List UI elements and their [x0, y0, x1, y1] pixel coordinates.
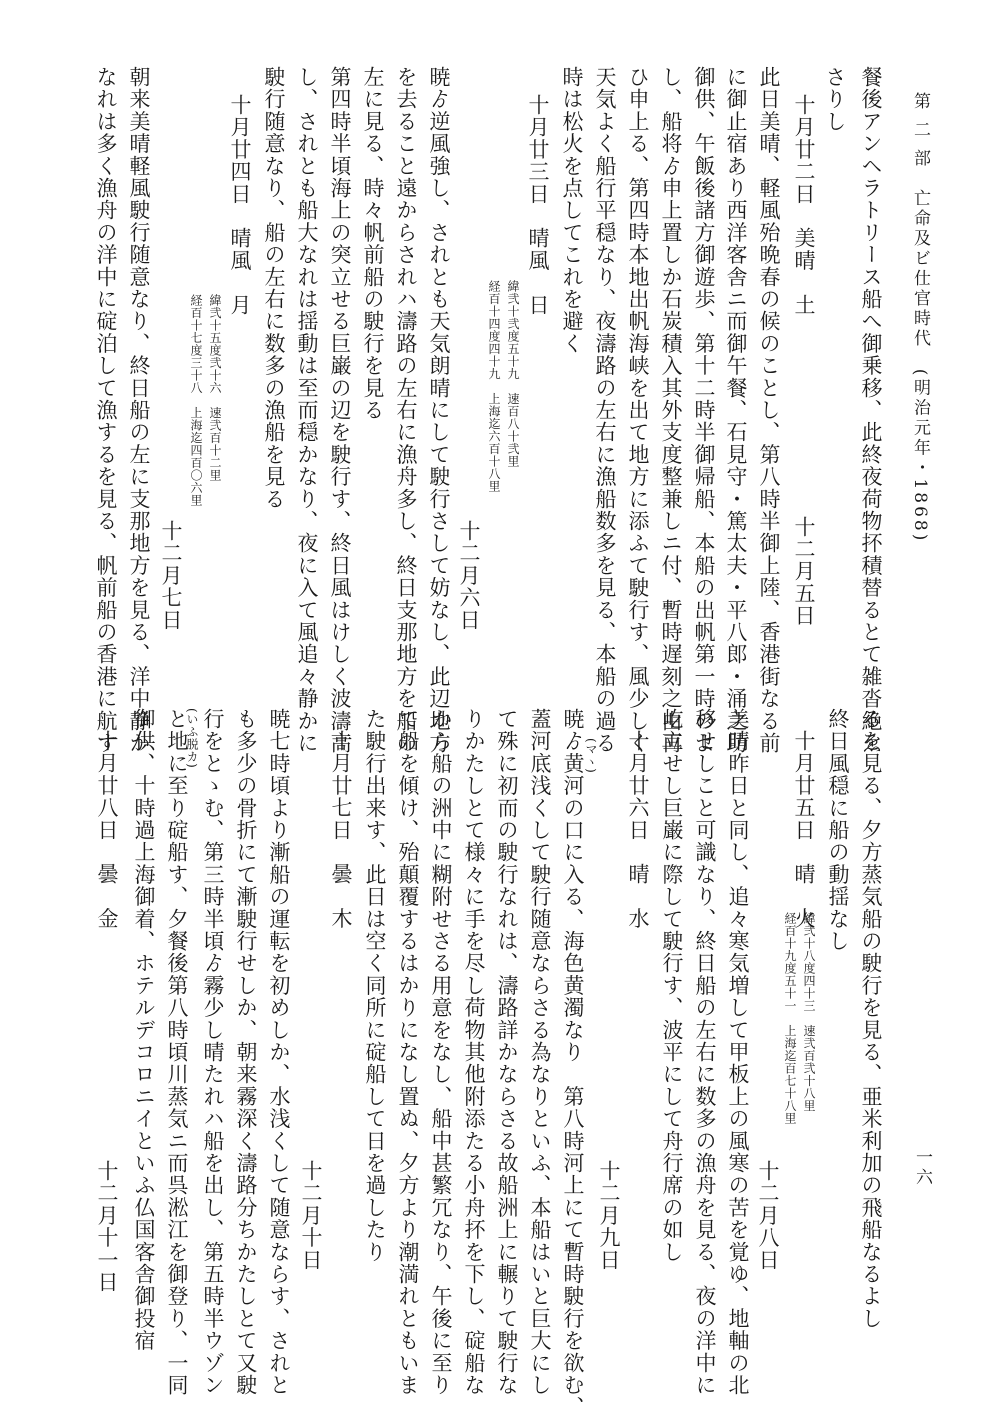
date-marker: 十二月八日	[756, 1160, 780, 1271]
date-marker: 十二月七日	[159, 520, 183, 631]
text-column: から船の洲中に糊附せさる用意をなし、船中甚繁冗なり、午後に至り	[429, 708, 453, 1397]
text-column: 天気よく船行平穏なり、夜濤路の左右に漁船数多を見る、本船の過る	[593, 66, 617, 755]
text-column: 御供、十時過上海御着、ホテルデコロニイといふ仏国客舎御投宿	[132, 708, 156, 1352]
text-column: 左に見る、時々帆前船の駛行を見る	[361, 66, 385, 422]
page-number: 一六	[912, 1148, 932, 1188]
text-column: 朝来美晴軽風駛行随意なり、終日船の左に支那地方を見る、洋中静か	[127, 66, 151, 755]
editorial-annotation: (いふ脱カ)	[185, 708, 199, 769]
diary-entry-heading: 十月廿八日 曇 金	[95, 730, 119, 930]
text-column: りかたしとて様々に手を尽し荷物其他附添たる小舟抔を下し、碇船な	[462, 708, 486, 1397]
date-marker: 十二月六日	[457, 520, 481, 631]
diary-entry-heading: 十月廿四日 晴風 月	[228, 94, 252, 316]
text-column: 屹立せし巨巌に際して駛行す、波平にして舟行席の如し	[660, 708, 684, 1263]
position-reading: 経百十七度三十八 上海迄四百〇六里	[189, 294, 203, 507]
position-reading: 経百十四度四十九 上海迄六百十八里	[487, 280, 501, 493]
text-column: 行をとゝむ、第三時半頃ゟ霧少し晴たれハ船を出し、第五時半ウゾン	[201, 708, 225, 1397]
diary-entry-heading: 十月廿七日 曇 木	[329, 730, 353, 930]
text-column: 第四時半頃海上の突立せる巨巌の辺を駛行す、終日風はけしく波濤高	[328, 66, 352, 755]
text-column: 暁七時頃より漸船の運転を初めしか、水浅くして随意ならす、されと	[267, 708, 291, 1397]
text-column: と地に至り碇船す、夕餐後第八時頃川蒸気ニ而呉淞江を御登り、一同	[165, 708, 189, 1397]
text-column: て船を傾け、殆顛覆するはかりになし置ぬ、夕方より潮満れともいま	[396, 708, 420, 1397]
position-reading: 緯弐十五度弐十六 速弐百十二里	[208, 294, 222, 482]
text-column: 暁ゟ黄河の口に入る、海色黄濁なり 第八時河上にて暫時駛行を欲む、	[561, 708, 585, 1418]
position-reading: 経百十九度五十一 上海迄百七十八里	[783, 912, 797, 1125]
editorial-annotation: (マヽ)	[584, 738, 598, 774]
text-column: し、されとも船大なれは揺動は至而穏かなり、夜に入て風追々静かに	[295, 66, 319, 755]
text-column: るを見る、夕方蒸気船の駛行を見る、亜米利加の飛船なるよし	[859, 708, 883, 1330]
text-column: 暁ゟ逆風強し、されとも天気朗晴にして駛行さして妨なし、此辺地方	[427, 66, 451, 755]
text-column: ひ申上る、第四時本地出帆海峡を出て地方に添ふて駛行す、風少しく	[626, 66, 650, 755]
text-column: 蓋河底浅くして駛行随意ならさる為なりといふ、本船はいと巨大にし	[528, 708, 552, 1397]
text-column: 駛行随意なり、船の左右に数多の漁船を見る	[262, 66, 286, 510]
running-header: 第 二 部 亡命及ビ仕官時代 (明治元年・1868)	[910, 92, 930, 544]
diary-entry-heading: 十月廿二日 美晴 土 十二月五日	[792, 94, 816, 627]
position-reading: 緯弐十八度四十三 速弐百弐十八里	[802, 912, 816, 1112]
text-column: た駛行出来す、此日は空く同所に碇船して日を過したり	[363, 708, 387, 1263]
text-column: 御供、午飯後諸方御遊歩、第十二時半御帰船、本船の出帆第一時のよ	[692, 66, 716, 755]
text-column: て殊に初而の駛行なれは、濤路詳かならさる故船洲上に輾りて駛行な	[495, 708, 519, 1397]
position-reading: 緯弐十弐度五十九 速百八十弐里	[506, 280, 520, 468]
text-column: 餐後アンヘラトリース船へ御乗移、此終夜荷物抔積替るとて雑沓絶ゑ	[859, 66, 883, 755]
diary-entry-heading: 十月廿六日 晴 水	[626, 730, 650, 930]
text-column: 移せしこと可識なり、終日船の左右に数多の漁舟を見る、夜の洋中に	[693, 708, 717, 1397]
text-column: 此日美晴、軽風殆晩春の候のことし、第八時半御上陸、香港街なる前	[757, 66, 781, 755]
text-column: も多少の骨折にて漸駛行せしか、朝来霧深く濤路分ちかたしとて又駛	[234, 708, 258, 1397]
diary-entry-heading: 十月廿五日 晴 火	[792, 730, 816, 930]
text-column: し、船将ゟ申上置しか石炭積入其外支度整兼しニ付、暫時遅刻之由再	[659, 66, 683, 755]
date-marker: 十二月十日	[299, 1160, 323, 1271]
date-marker: 十二月十一日	[95, 1160, 119, 1294]
text-column: 時は松火を点してこれを避く	[560, 66, 584, 355]
text-column: さりし	[823, 66, 847, 133]
text-column: 美晴昨日と同し、追々寒気増して甲板上の風寒の苦を覚ゆ、地軸の北	[726, 708, 750, 1397]
text-column: に御止宿あり西洋客舎ニ而御午餐、石見守・篤太夫・平八郎・涌之助	[724, 66, 748, 755]
diary-entry-heading: 十月廿三日 晴風 日	[526, 94, 550, 316]
text-column: なれは多く漁舟の洋中に碇泊して漁するを見る、帆前船の香港に航す	[94, 66, 118, 755]
text-column: 終日風穏に船の動揺なし	[826, 708, 850, 953]
date-marker: 十二月九日	[597, 1160, 621, 1271]
text-column: を去ること遠からされハ濤路の左右に漁舟多し、終日支那地方を船の	[394, 66, 418, 755]
